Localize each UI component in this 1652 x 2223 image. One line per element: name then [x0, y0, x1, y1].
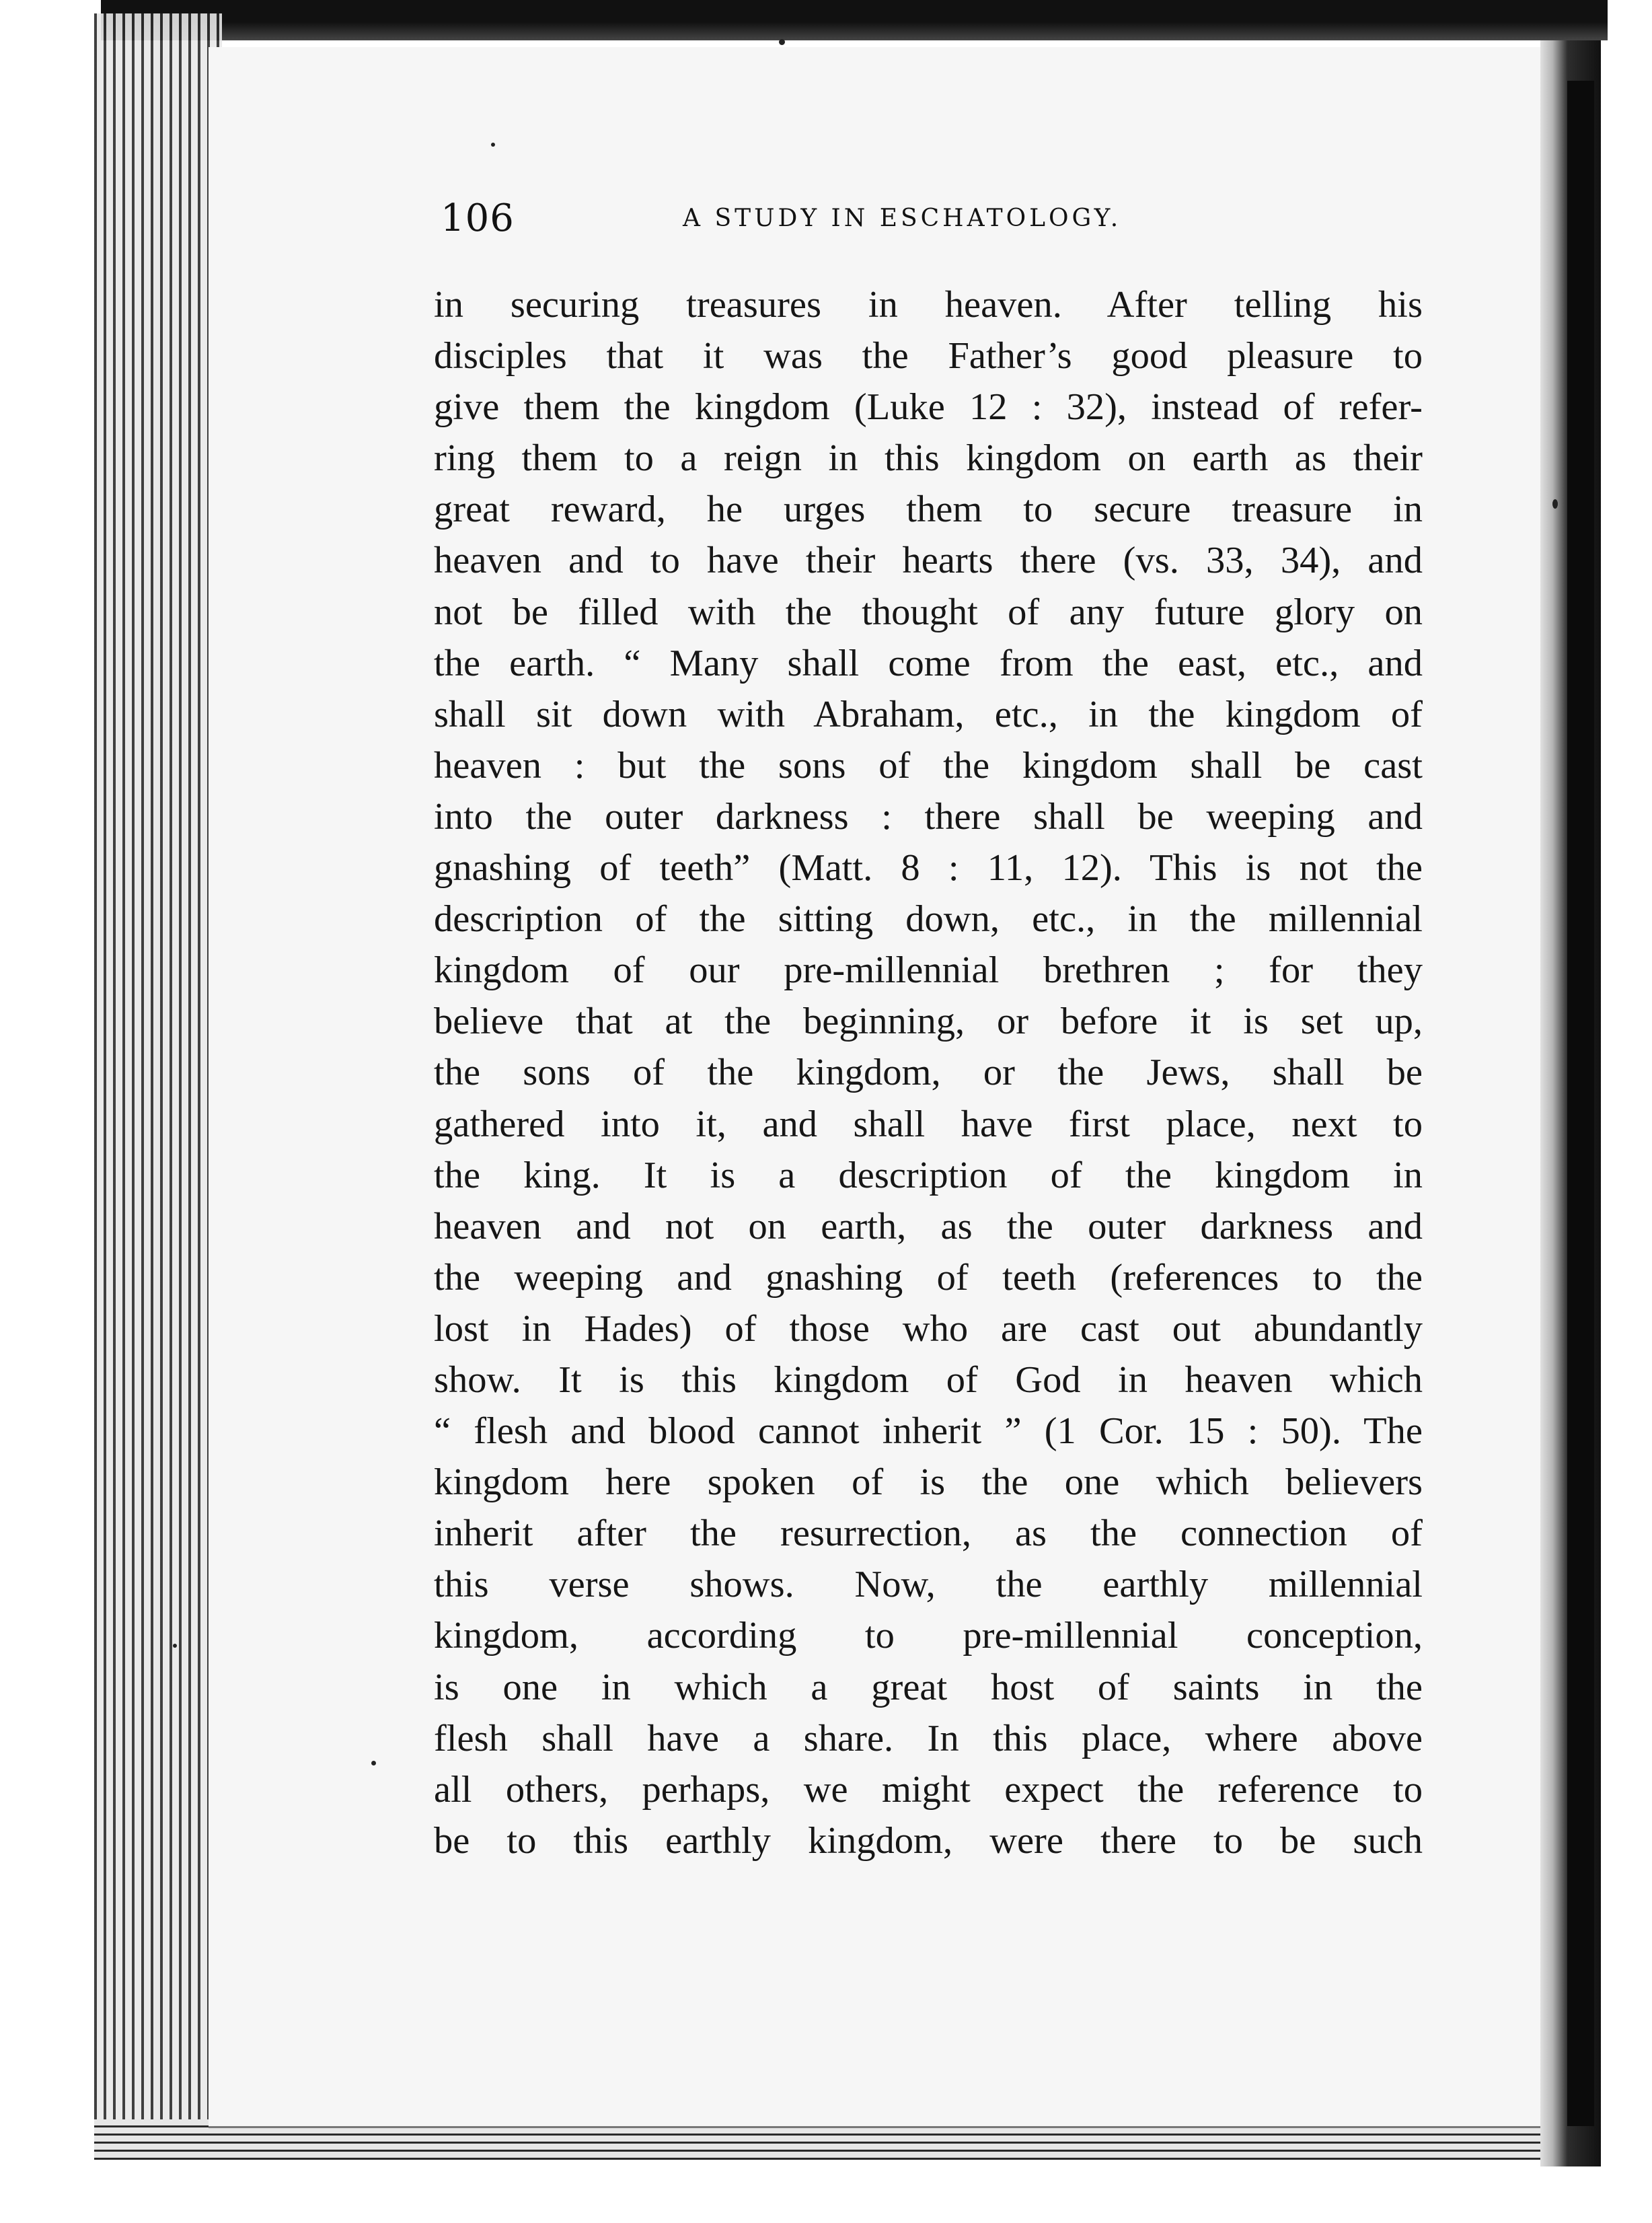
- text-line: heaven : but the sons of the kingdom shall be cast: [434, 744, 1423, 787]
- book-top-shadow: [101, 0, 1608, 40]
- ink-speck: [779, 39, 785, 45]
- text-line: “ flesh and blood cannot inherit ” (1 Cor. 15 : 50). The: [434, 1410, 1423, 1453]
- text-line: be to this earthly kingdom, were there to be such: [434, 1819, 1423, 1862]
- text-line: into the outer darkness : there shall be weeping and: [434, 795, 1423, 838]
- text-line: shall sit down with Abraham, etc., in the kingdom of: [434, 693, 1423, 735]
- book-spine-shadow: [1567, 81, 1594, 2126]
- text-line: heaven and to have their hearts there (vs. 33, 34), and: [434, 540, 1423, 582]
- ink-speck: [371, 1761, 376, 1765]
- text-line: lost in Hades) of those who are cast out abundantly: [434, 1307, 1423, 1350]
- text-line: the earth. “ Many shall come from the east, etc., and: [434, 642, 1423, 684]
- text-line: kingdom of our pre-millennial brethren ; for they: [434, 949, 1423, 992]
- body-text: [434, 279, 1423, 1866]
- ink-speck: [1552, 499, 1558, 509]
- text-line: give them the kingdom (Luke 12 : 32), instead of refer-: [434, 386, 1423, 429]
- text-line: great reward, he urges them to secure treasure in: [434, 488, 1423, 531]
- text-line: gathered into it, and shall have first place, next to: [434, 1103, 1423, 1145]
- text-line: all others, perhaps, we might expect the reference to: [434, 1768, 1423, 1811]
- page-stack-edge: [94, 13, 222, 2153]
- page-number: 106: [441, 196, 515, 240]
- text-line: inherit after the resurrection, as the connection of: [434, 1513, 1423, 1555]
- text-line: ring them to a reign in this kingdom on earth as their: [434, 437, 1423, 480]
- text-line: the weeping and gnashing of teeth (references to the: [434, 1256, 1423, 1299]
- text-line: kingdom here spoken of is the one which believers: [434, 1461, 1423, 1504]
- text-line: the king. It is a description of the kingdom in: [434, 1154, 1423, 1196]
- text-line: gnashing of teeth” (Matt. 8 : 11, 12). This is not the: [434, 847, 1423, 889]
- text-line: description of the sitting down, etc., in the millennial: [434, 898, 1423, 941]
- text-line: show. It is this kingdom of God in heaven which: [434, 1358, 1423, 1401]
- running-title: A STUDY IN ESCHATOLOGY.: [683, 205, 1122, 232]
- ink-speck: [491, 143, 495, 147]
- text-line: is one in which a great host of saints in the: [434, 1666, 1423, 1708]
- text-line: the sons of the kingdom, or the Jews, shall be: [434, 1052, 1423, 1094]
- text-line: believe that at the beginning, or before it is set up,: [434, 1000, 1423, 1043]
- text-line: in securing treasures in heaven. After telling his: [434, 284, 1423, 326]
- text-line: disciples that it was the Father’s good pleasure to: [434, 335, 1423, 377]
- text-line: flesh shall have a share. In this place, where above: [434, 1717, 1423, 1759]
- text-line: heaven and not on earth, as the outer darkness and: [434, 1205, 1423, 1247]
- text-line: not be filled with the thought of any future glory on: [434, 591, 1423, 633]
- ink-speck: [173, 1644, 177, 1648]
- text-line: this verse shows. Now, the earthly millennial: [434, 1564, 1423, 1606]
- text-line: kingdom, according to pre-millennial conception,: [434, 1615, 1423, 1657]
- page-header: [441, 196, 1416, 244]
